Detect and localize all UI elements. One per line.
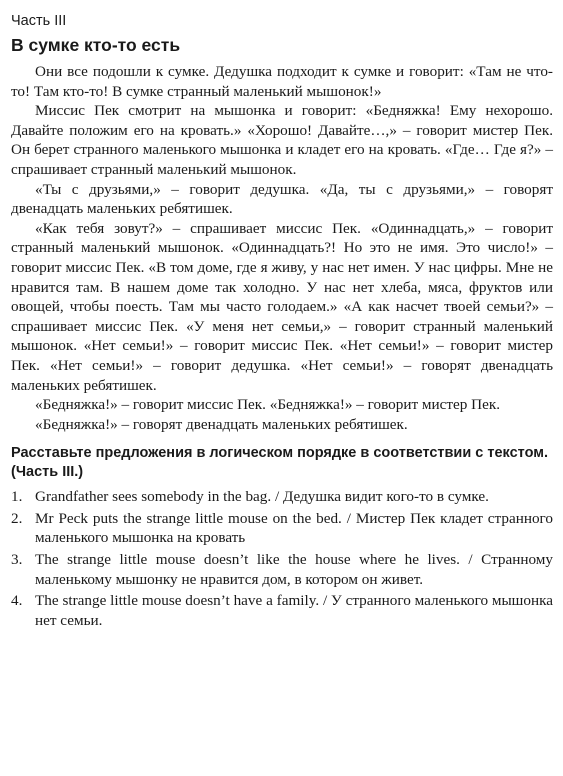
story-paragraph: «Бедняжка!» – говорят двенадцать маленьких ребятишек.: [35, 415, 408, 433]
section-title: В сумке кто-то есть: [11, 35, 181, 55]
item-number: 3.: [11, 551, 23, 569]
list-item: [11, 509, 553, 548]
story-paragraph: Они все подошли к сумке. Дедушка подходит к сумке и говорит: «Там не что-то! Там кто-то! В сумке странный маленький мышонок!»: [11, 63, 553, 100]
item-number: 1.: [11, 488, 23, 506]
item-text: The strange little mouse doesn’t have a family. / У странного маленького мышонка нет семьи.: [35, 592, 553, 629]
story-text: [11, 62, 553, 434]
story-paragraph: «Бедняжка!» – говорит миссис Пек. «Бедняжка!» – говорит мистер Пек.: [35, 396, 501, 414]
list-item: [11, 550, 553, 589]
sentence-list: [11, 487, 553, 630]
list-item: [11, 487, 553, 507]
part-label: Часть III: [11, 13, 67, 29]
item-number: 4.: [11, 592, 23, 610]
item-text: Mr Peck puts the strange little mouse on the bed. / Мистер Пек кладет странного маленького мышонка на кровать: [35, 509, 553, 547]
story-paragraph: «Ты с друзьями,» – говорит дедушка. «Да, ты с друзьями,» – говорят двенадцать маленьких ребятишек.: [11, 180, 553, 218]
story-paragraph: «Как тебя зовут?» – спрашивает миссис Пек. «Одиннадцать,» – говорит странный маленький мышонок. «Одиннадцать?! Но это не имя. Это число!» – говорит миссис Пек. «В том доме, где я живу, у нас нет имен. У нас цифры. Мне не нравится там. В нашем доме так холодно. У нас нет хлеба, мяса, фруктов или овощей, чтобы поесть. Там мы часто голодаем.» «А как насчет твоей семьи?» – спрашивает миссис Пек. «У меня нет семьи,» – говорит странный маленький мышонок. «Нет семьи!» – говорит миссис Пек. «Нет семьи!» – говорит мистер Пек. «Нет семьи!» – говорит дедушка. «Нет семьи!» – говорят двенадцать маленьких ребятишек.: [11, 219, 553, 394]
item-number: 2.: [11, 509, 23, 527]
list-item: [11, 591, 553, 630]
task-instruction: Расставьте предложения в логическом порядке в соответствии с текстом. (Часть III.): [11, 445, 549, 480]
item-text: The strange little mouse doesn’t like the house where he lives. / Странному маленькому мышонку не нравится дом, в котором он живет.: [35, 551, 553, 588]
story-paragraph: Миссис Пек смотрит на мышонка и говорит: «Бедняжка! Ему нехорошо. Давайте положим его на кровать.» «Хорошо! Давайте…,» – говорит мистер Пек. Он берет странного маленького мышонка и кладет его на кровать. «Где… Где я?» – спрашивает странный маленький мышонок.: [11, 102, 553, 178]
item-text: Grandfather sees somebody in the bag. / Дедушка видит кого-то в сумке.: [35, 488, 489, 506]
